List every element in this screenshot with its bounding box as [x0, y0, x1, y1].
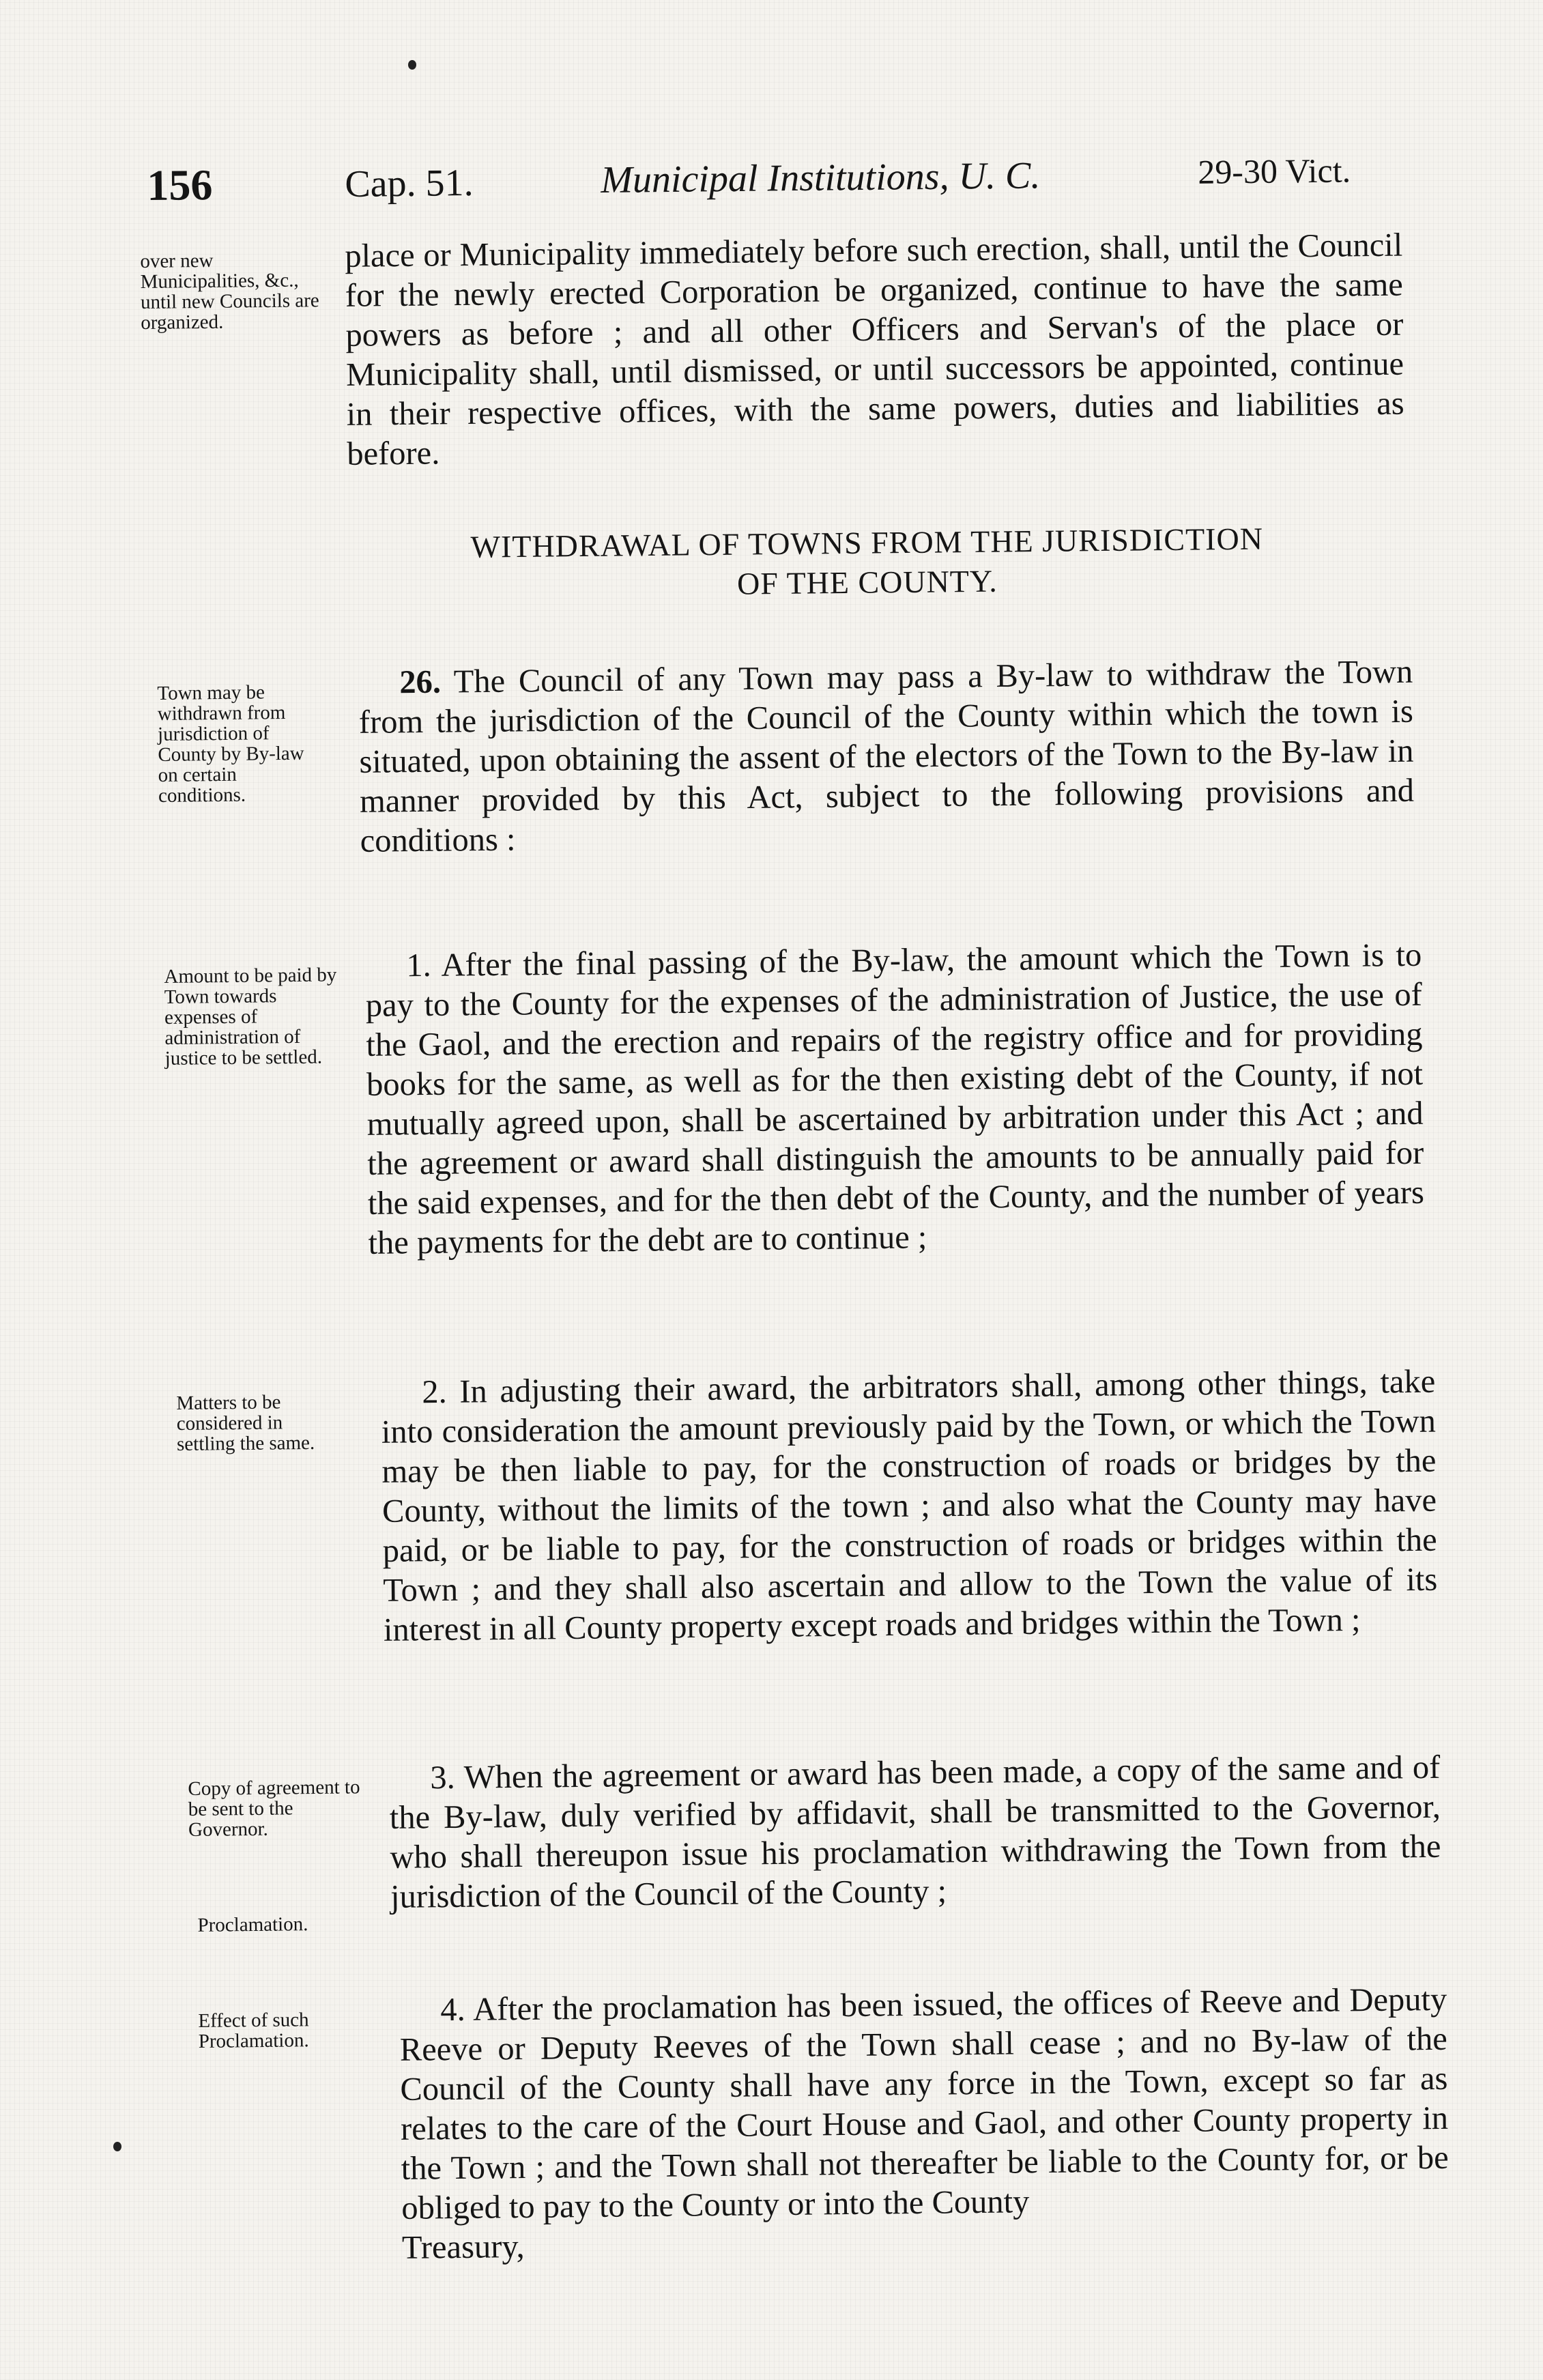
- margin-note: Copy of agreement to be sent to the Governor.: [188, 1776, 360, 1841]
- margin-note-proclamation: Proclamation.: [197, 1913, 308, 1936]
- catchword: Treasury,: [401, 2228, 525, 2266]
- page-number: 156: [147, 160, 213, 210]
- clause-text: 1. After the final passing of the By-law, the amount which the Town is to pay to the County for the expenses of the administration of Justice, the use of the Gaol, and the erection and repairs of the registry office and for providing books for the same, as well as for the then existing debt of the County, if not mutually agreed upon, shall be ascertained by arbitration under this Act ; and the agreement or award shall distinguish the amounts to be annually paid for the said expenses, and for the then debt of the County, and the number of years the payments for the debt are to continue ;: [365, 936, 1425, 1261]
- section-26: [157, 653, 1419, 859]
- clause-4: [198, 1980, 1460, 2266]
- paragraph-text: [365, 936, 1425, 1263]
- chapter-number: Cap. 51.: [345, 161, 474, 205]
- section-number: 26.: [399, 663, 442, 701]
- paragraph-text: [389, 1748, 1441, 1917]
- ink-spot: [113, 2142, 121, 2151]
- margin-note: Matters to be considered in settling the same.: [176, 1391, 315, 1455]
- heading-line-1: WITHDRAWAL OF TOWNS FROM THE JURISDICTION: [470, 521, 1264, 564]
- clause-1: [164, 936, 1426, 1261]
- margin-note: over new Municipalities, &c., until new Councils are organized.: [140, 249, 319, 334]
- clause-2: [176, 1362, 1439, 1648]
- margin-note: Amount to be paid by Town towards expenses of administration of justice to be settled.: [164, 964, 337, 1070]
- running-title: Municipal Institutions, U. C.: [601, 154, 1041, 202]
- margin-note: Effect of such Proclamation.: [198, 2009, 309, 2052]
- continuation-block: [140, 226, 1404, 472]
- paragraph-text: The Council of any Town may pass a By-law to withdraw the Town from the jurisdiction of the Council of the County within which the town is situated, upon obtaining the assent of the electors of the Town to the By-law in manner provided by this Act, subject to the following provisions and conditions :: [358, 653, 1415, 859]
- regnal-year: 29-30 Vict.: [1197, 151, 1351, 191]
- paragraph-text: [381, 1362, 1438, 1650]
- clause-text: 4. After the proclamation has been issued, the offices of Reeve and Deputy Reeve or Deputy Reeves of the Town shall cease ; and no By-law of the Council of the County shall have any force in the Town, except so far as relates to the care of the Court House and Gaol, and other County property in the Town ; and the Town shall not thereafter be liable to the County for, or be obliged to pay to the County or into the County: [399, 1981, 1449, 2226]
- section-text: [358, 653, 1415, 861]
- clause-3: [188, 1748, 1450, 1936]
- paragraph-text: place or Municipality immediately before such erection, shall, until the Council for the newly erected Corporation be organized, continue to have the same powers as before ; and all other Officers and Servan's of the place or Municipality shall, until dismissed, or until successors be appointed, continue in their respective offices, with the same powers, duties and liabilities as before.: [345, 227, 1404, 472]
- margin-note: Town may be withdrawn from jurisdiction of County by By-law on certain conditions.: [157, 681, 304, 807]
- clause-text: 3. When the agreement or award has been made, a copy of the same and of the By-law, duly verified by affidavit, shall be transmitted to the Governor, who shall thereupon issue his proclamation withdrawing the Town from the jurisdiction of the Council of the County ;: [389, 1749, 1441, 1915]
- ink-spot: [408, 60, 416, 70]
- section-heading: [321, 517, 1413, 601]
- running-head: [147, 147, 1400, 222]
- paragraph-text: [399, 1980, 1450, 2268]
- clause-text: 2. In adjusting their award, the arbitrators shall, among other things, take into consideration the amount previously paid by the Town, or which the Town may be then liable to pay, for the construction of roads or bridges by the County, without the limits of the town ; and also what the County may have paid, or be liable to pay, for the construction of roads or bridges within the Town ; and they shall also ascertain and allow to the Town the value of its interest in all County property except roads and bridges within the Town ;: [381, 1363, 1438, 1648]
- heading-line-2: OF THE COUNTY.: [736, 563, 998, 601]
